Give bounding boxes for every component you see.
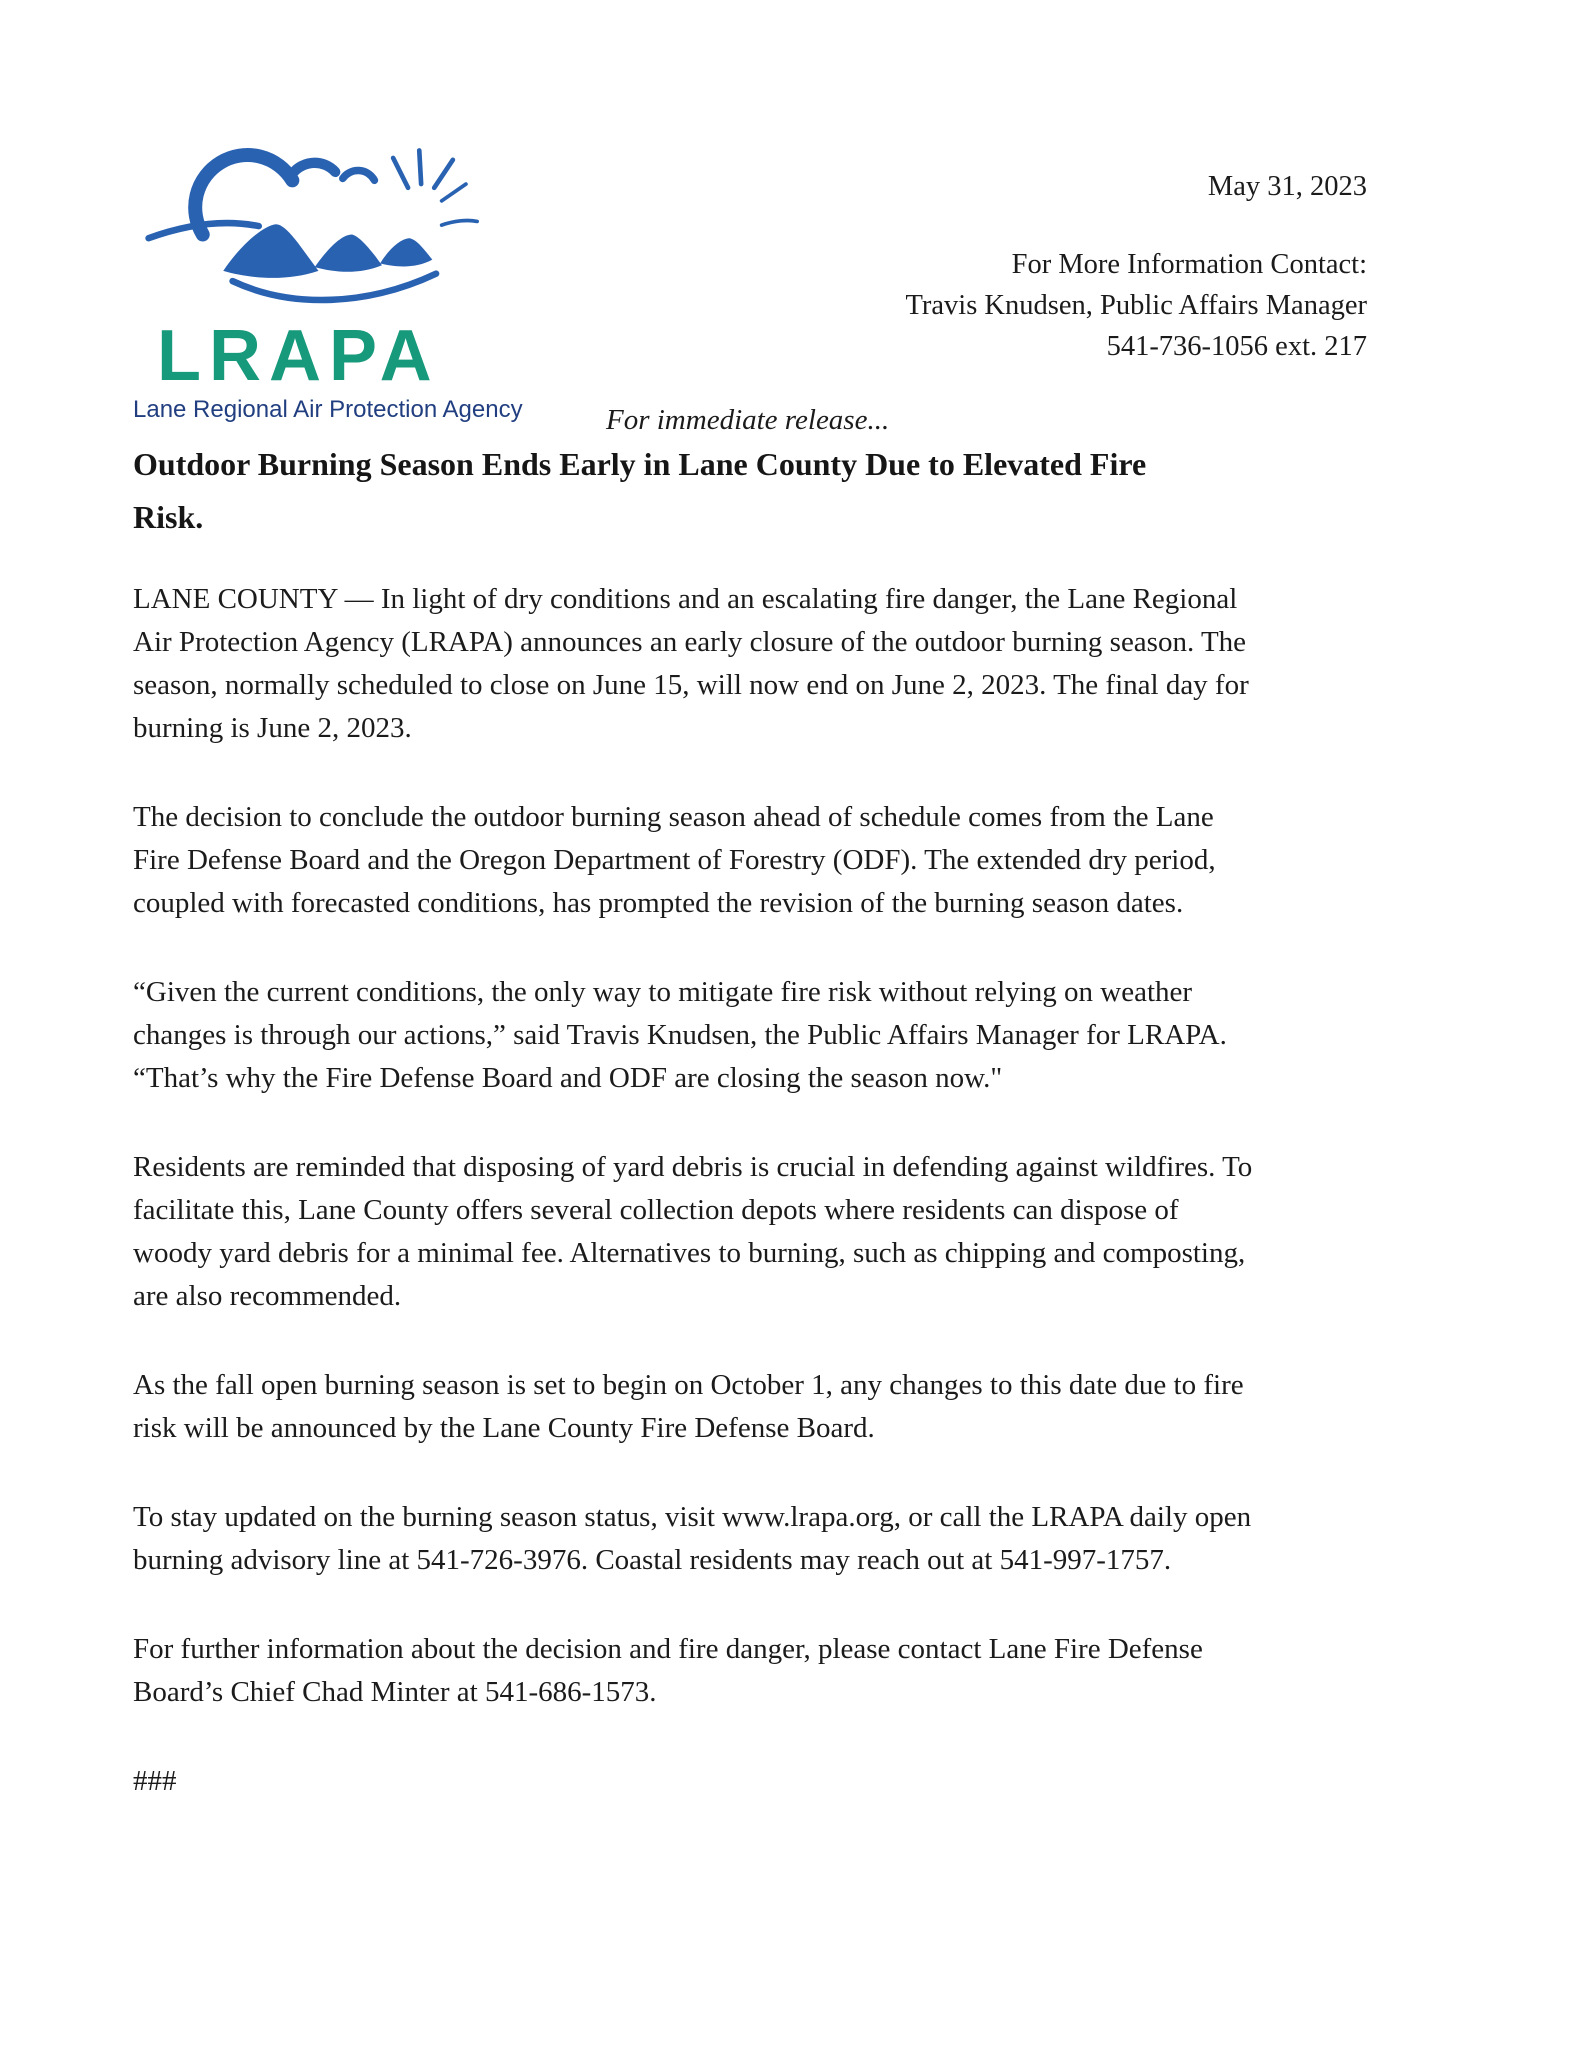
lrapa-logo-mark [143,128,479,326]
text-line: “That’s why the Fire Defense Board and ODF are closing the season now." [133,1062,1003,1094]
text-line: LANE COUNTY — In light of dry conditions and an escalating fire danger, the Lane Regional [133,583,1238,615]
text-line: Fire Defense Board and the Oregon Department of Forestry (ODF). The extended dry period, [133,844,1216,876]
text-line: Air Protection Agency (LRAPA) announces an early closure of the outdoor burning season. The [133,626,1247,658]
body-paragraph [133,1146,1463,1318]
press-release-headline [133,438,1383,544]
text-line: To stay updated on the burning season status, visit www.lrapa.org, or call the LRAPA daily open [133,1501,1252,1533]
cloud-icon [149,155,375,238]
contact-label: For More Information Contact: [1011,249,1367,280]
logo-tagline-text: Lane Regional Air Protection Agency [133,396,523,423]
text-line: facilitate this, Lane County offers several collection depots where residents can dispose of [133,1194,1179,1226]
body-paragraph [133,1628,1463,1714]
contact-name: Travis Knudsen, Public Affairs Manager [905,290,1367,321]
document-date: May 31, 2023 [1207,171,1367,202]
text-line: woody yard debris for a minimal fee. Alternatives to burning, such as chipping and composting, [133,1237,1246,1269]
text-line: Residents are reminded that disposing of yard debris is crucial in defending against wildfires. To [133,1151,1253,1183]
body-paragraph [133,1364,1463,1450]
text-line: burning is June 2, 2023. [133,712,412,744]
text-line: “Given the current conditions, the only way to mitigate fire risk without relying on weather [133,976,1193,1008]
mountains-icon [223,224,432,278]
text-line: risk will be announced by the Lane County Fire Defense Board. [133,1412,875,1444]
lrapa-logo [133,128,563,423]
headline-line-1: Outdoor Burning Season Ends Early in Lane County Due to Elevated Fire [133,446,1147,482]
text-line: As the fall open burning season is set to begin on October 1, any changes to this date due to fire [133,1369,1244,1401]
logo-acronym-text: LRAPA [157,316,440,396]
body-copy [133,578,1463,1803]
body-paragraph [133,796,1463,925]
sun-rays-icon [393,150,477,225]
text-line: burning advisory line at 541-726-3976. Coastal residents may reach out at 541-997-1757. [133,1544,1172,1576]
contact-phone: 541-736-1056 ext. 217 [1106,331,1367,362]
text-line: Board’s Chief Chad Minter at 541-686-1573. [133,1676,657,1708]
headline-line-2: Risk. [133,499,204,535]
text-line: coupled with forecasted conditions, has prompted the revision of the burning season dates. [133,887,1184,919]
contact-block [906,166,1368,367]
text-line: For further information about the decision and fire danger, please contact Lane Fire Defense [133,1633,1203,1665]
text-line: The decision to conclude the outdoor burning season ahead of schedule comes from the Lane [133,801,1214,833]
text-line: are also recommended. [133,1280,402,1312]
body-paragraph [133,1496,1463,1582]
body-paragraph [133,971,1463,1100]
body-paragraph [133,578,1463,750]
end-mark: ### [133,1765,177,1797]
text-line: season, normally scheduled to close on June 15, will now end on June 2, 2023. The final day for [133,669,1249,701]
text-line: changes is through our actions,” said Travis Knudsen, the Public Affairs Manager for LRAPA. [133,1019,1227,1051]
release-line: For immediate release... [606,404,890,436]
